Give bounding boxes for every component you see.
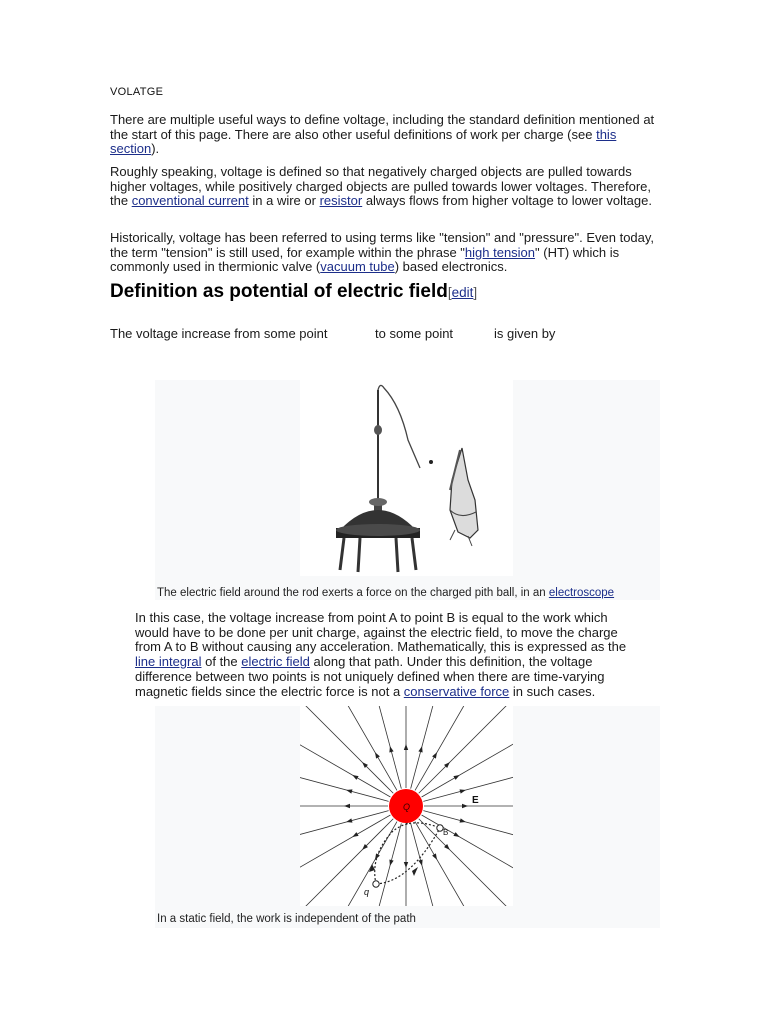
field-arrow xyxy=(344,804,350,808)
field-line xyxy=(415,822,491,906)
electric-field-caption: In a static field, the work is independent of the path xyxy=(157,913,416,925)
field-arrow xyxy=(352,775,358,780)
text-run: " (HT) which is commonly used in thermionic valve ( xyxy=(110,244,620,275)
field-arrow xyxy=(418,746,422,752)
body-paragraph xyxy=(135,611,645,699)
section-heading xyxy=(110,281,477,303)
text-run: ) based electronics. xyxy=(394,259,508,275)
field-line xyxy=(362,706,401,789)
electric-field-diagram xyxy=(300,706,513,906)
link-electric-field[interactable]: electric field xyxy=(241,654,310,670)
field-arrow xyxy=(418,860,422,866)
section-title: Definition as potential of electric field xyxy=(110,281,448,302)
edit-bracket-close: ] xyxy=(473,285,478,300)
intro-paragraph-3 xyxy=(110,231,658,275)
text-run: in such cases. xyxy=(509,683,596,699)
field-arrow xyxy=(432,853,437,859)
definition-line xyxy=(110,326,670,342)
field-line xyxy=(422,815,513,891)
edit-link[interactable]: edit xyxy=(451,285,474,300)
field-line xyxy=(300,721,390,797)
field-arrow xyxy=(453,832,459,837)
field-arrow xyxy=(460,818,466,822)
field-line xyxy=(300,815,390,891)
text-run: along that path. Under this definition, the voltage difference between two points is not uniquely defined when there are time-varying magnetic fields since the electric force is not a xyxy=(135,654,605,699)
link-vacuum-tube[interactable]: vacuum tube xyxy=(320,259,395,275)
electric-field-image xyxy=(300,706,513,906)
field-line xyxy=(419,819,513,906)
charge-label: Q xyxy=(403,802,411,812)
field-arrow xyxy=(389,860,393,866)
field-arrow xyxy=(375,752,380,758)
section-label: VOLATGE xyxy=(110,86,164,98)
field-line xyxy=(419,706,513,793)
link-conventional-current[interactable]: conventional current xyxy=(131,193,249,209)
field-line xyxy=(422,721,513,797)
electroscope-caption xyxy=(157,587,614,599)
electroscope-figure xyxy=(155,380,660,600)
field-line xyxy=(300,811,389,850)
caption-text: The electric field around the rod exerts a force on the charged pith ball, in an xyxy=(157,587,549,599)
edit-bracket-open: [ xyxy=(447,285,452,300)
definition-part-2: to some point xyxy=(375,326,454,341)
field-arrow xyxy=(389,746,393,752)
point-b-label: B xyxy=(443,828,449,837)
text-run: in a wire or xyxy=(248,193,320,209)
electric-field-figure xyxy=(155,706,660,928)
field-line xyxy=(300,762,389,801)
field-arrow xyxy=(404,862,408,868)
field-arrow xyxy=(352,832,358,837)
text-run: Historically, voltage has been referred to using terms like "tension" and "pressure". Even today, the term "tension" is still used, for example within the phrase " xyxy=(110,230,655,260)
text-run: In this case, the voltage increase from point A to point B is equal to the work which would have to be done per unit charge, against the electric field, to move the charge from A to B without causing any acceleration. Mathematically, this is expressed as the xyxy=(135,610,627,655)
field-line xyxy=(300,819,393,906)
link-electroscope[interactable]: electroscope xyxy=(548,587,615,599)
text-run: There are multiple useful ways to define voltage, including the standard definition mentioned at the start of this page. There are also other useful definitions of work per charge (see xyxy=(110,112,655,142)
field-arrow xyxy=(346,818,352,822)
field-line xyxy=(300,706,393,793)
text-run: always flows from higher voltage to lower voltage. xyxy=(362,193,652,209)
field-arrow xyxy=(432,752,437,758)
edit-section xyxy=(448,285,477,300)
field-line xyxy=(321,822,397,906)
text-run: Roughly speaking, voltage is defined so that negatively charged objects are pulled towards higher voltages, while positively charged objects are pulled towards lower voltages. Therefore, the xyxy=(110,164,651,209)
field-line xyxy=(415,706,491,790)
field-arrow xyxy=(404,744,408,750)
definition-part-3: is given by xyxy=(494,326,556,341)
field-label: E xyxy=(472,795,479,806)
field-arrow xyxy=(453,775,459,780)
field-line xyxy=(321,706,397,790)
link-this-section[interactable]: this section xyxy=(110,126,617,157)
field-line xyxy=(423,811,513,850)
link-line-integral[interactable]: line integral xyxy=(135,654,202,670)
electroscope-illustration xyxy=(300,380,513,576)
test-charge-label: q xyxy=(364,887,370,897)
text-run: ). xyxy=(151,141,160,157)
text-run: of the xyxy=(201,654,242,670)
definition-part-1: The voltage increase from some point xyxy=(110,326,328,341)
field-arrow xyxy=(346,789,352,793)
field-arrow xyxy=(462,804,468,808)
electroscope-image xyxy=(300,380,513,576)
intro-paragraph-1 xyxy=(110,113,658,157)
link-resistor[interactable]: resistor xyxy=(319,193,363,209)
field-line xyxy=(423,762,513,801)
field-line xyxy=(411,706,450,789)
link-conservative-force[interactable]: conservative force xyxy=(403,683,510,699)
intro-paragraph-2 xyxy=(110,165,658,209)
link-high-tension[interactable]: high tension xyxy=(464,244,536,260)
field-arrow xyxy=(460,789,466,793)
